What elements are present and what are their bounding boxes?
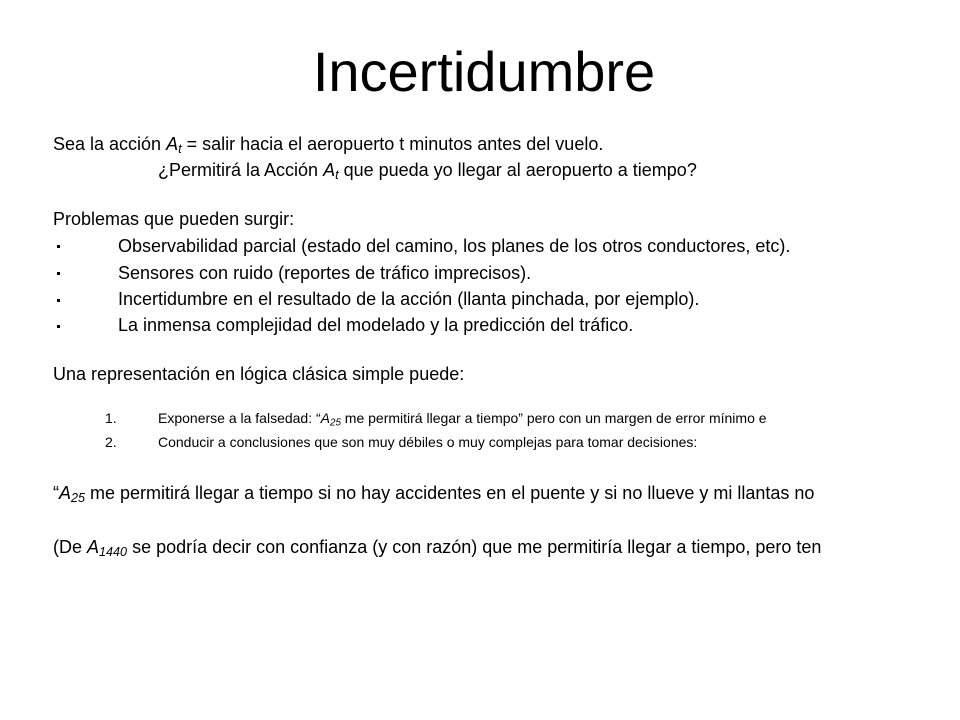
logic-heading: Una representación en lógica clásica simple puede:: [53, 364, 465, 384]
aside-var: A: [87, 537, 100, 557]
problem-item: Sensores con ruido (reportes de tráfico imprecisos).: [118, 263, 532, 283]
quote-sub: 25: [71, 491, 86, 505]
intro-line-2-after: que pueda yo llegar al aeropuerto a tiempo?: [338, 160, 697, 180]
quote-before: “: [53, 483, 59, 503]
quote-var: A: [59, 483, 72, 503]
aside-after: se podría decir con confianza (y con razón) que me permitiría llegar a tiempo, pero ten: [127, 537, 822, 557]
intro-line-1-before: Sea la acción: [53, 134, 167, 154]
logic-item-1-number: 1.: [105, 410, 117, 426]
logic-item-1-after: me permitirá llegar a tiempo” pero con un margen de error mínimo e: [340, 410, 767, 426]
intro-line-1-after: = salir hacia el aeropuerto t minutos antes del vuelo.: [181, 134, 604, 154]
intro-line-2-before: ¿Permitirá la Acción: [158, 160, 324, 180]
bullet-dot-icon: [57, 245, 60, 248]
intro-line-2: [158, 158, 960, 182]
bullet-dot-icon: [57, 325, 60, 328]
intro-line-1-sub: t: [178, 142, 182, 156]
bullet-dot-icon: [57, 272, 60, 275]
aside-line: [53, 535, 960, 559]
quote-line: [53, 481, 960, 505]
logic-item-2-number: 2.: [105, 434, 117, 450]
intro-line-2-sub: t: [335, 168, 339, 182]
logic-item-1-var: A: [320, 410, 330, 426]
intro-line-1-var: A: [166, 134, 179, 154]
problems-heading: Problemas que pueden surgir:: [53, 209, 295, 229]
intro-line-1: [53, 132, 960, 156]
logic-item-1-sub: 25: [330, 417, 341, 427]
quote-after: me permitirá llegar a tiempo si no hay accidentes en el puente y si no llueve y mi llantas no: [85, 483, 815, 503]
logic-item-1-before: Exponerse a la falsedad: “: [158, 410, 321, 426]
slide-title: Incertidumbre: [312, 40, 656, 103]
intro-line-2-var: A: [323, 160, 336, 180]
problem-item: Observabilidad parcial (estado del camino, los planes de los otros conductores, etc).: [118, 236, 791, 256]
aside-sub: 1440: [99, 545, 128, 559]
problem-item: Incertidumbre en el resultado de la acción (llanta pinchada, por ejemplo).: [118, 289, 700, 309]
bullet-dot-icon: [57, 299, 60, 302]
logic-item-2-text: Conducir a conclusiones que son muy débiles o muy complejas para tomar decisiones:: [158, 434, 698, 450]
logic-item-1-text: [158, 409, 960, 427]
aside-before: (De: [53, 537, 88, 557]
problem-item: La inmensa complejidad del modelado y la predicción del tráfico.: [118, 315, 634, 335]
